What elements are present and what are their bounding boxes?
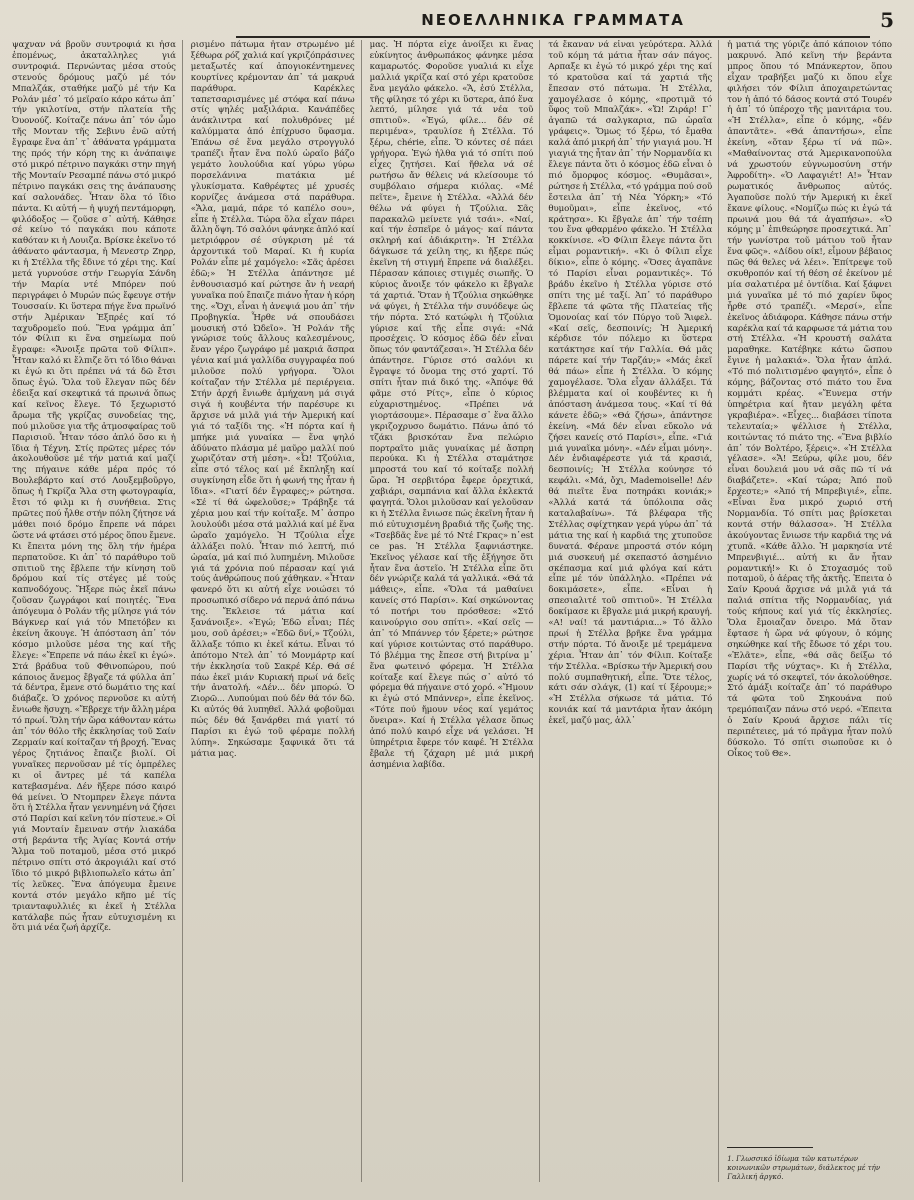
column-text: ἡ ματιά της γύριζε ἀπό κάποιον τόπο μακρυνό. Ἀπό κεῖνη τήν βεράντα μπρος ὅπου τό Μπάνκερτον, ὅπου εἶχαν τραβήξει μαζύ κι ὅπου εἶχε φιλήσει τόν Φίλιπ ἀποχαιρετώντας τον ἡ ἀπό τό δάσος κοντά στό Τουρέν ἡ ἀπ᾽ τό ὑπέροχο τῆς μανιτάρια του. «Ἡ Στέλλα», εἶπε ὁ κόμης, «δέν ἀπαντᾶτε». «Θά ἀπαντήσω», εἶπε ἐκείνη, «ὅταν ξέρω τί νά πῶ». «Μαθαίνοντας στά Ἀμερικανοπούλα νά χρωστούν εὐγνωμοσύνη στήν Ἀφροδίτη». «Ὁ Λαφαγιέτ! Α!» Ἦταν ρωματικός ἄνθρωπος αὐτός. Ἀγαποῦσε πολύ τήν Ἀμερική κι ἐκεῖ ἔκανε φίλους. «Νομίζω πώς κι ἐγώ τά πρωινά μου θά τά ἀγαπήσω». «Ὁ κόμης μ᾽ ἐπιθεώρησε προσεχτικά. Ἀπ᾽ τήν γωνίστρα τοῦ μάτιου τοῦ ἦταν ἕνα φῶς». «Δίδου οίκ!, εἶμουν βέβαιος πῶς θά θελες νά λέει». Ἐπίτρεψε τοῦ σκυθροπόν καί τή θέση σέ ἐκείνον μέ μία σαλατιέρα μέ ὀντίδια. Καί ξάφνει μιά γυναῖκα μέ τό πιό χαρίεν ὕφος ἦρθε στό τραπέζι. «Μερσί», εἶπε ἐκεῖνος ἀδιάφορα. Κάθησε πάνω στήν καρέκλα καί τά καρφωσε τά μάτια του στή Στέλλα. «Ἡ κρουστή σαλάτα μαραθηκε. Κατέβηκε κάτω ὥσπου ἔγινε ἡ μαλακιά». Ὅλα ἦταν ἀπλά. «Τό πιό πολιτισμένο φαγητό», εἶπε ὁ κόμης, βάζοντας στό πιάτο του ἕνα κομμάτι κρέας. «Ἔυνεμα στήν ὑπηρέτρια καί ἤταν μεγάλη φέτα γκραβιέρα». «Εἶχες... διαβάσει τίποτα τελευταία;» ψέλλισε ἡ Στέλλα, κοιτώντας τό πιάτο της. «Ἕνα βιβλίο ἀπ᾽ τόν Βολτέρο, ξέρεις». «Ἡ Στέλλα γέλασε». «Ἄ! Ξεύρω, φίλε μου, δέν εἶναι δουλειά μου νά σᾶς πῶ τί νά διαβάζετε». «Καί τώρα; Ἀπό ποῦ ἔρχεστε;» «Ἀπό τή Μπρεβιγιέ», εἶπε. «Εἶναι ἕνα μικρό χωριό στή Νορμανδία. Τό σπίτι μας βρίσκεται κοντά στήν θάλασσα». Ἡ Στέλλα ἀκούγοντας ἔνιωσε τήν καρδιά της νά χτυπᾶ. «Κάθε ἄλλο. Ἡ μαρκησία ντέ Μπρενβιγιέ... αὐτή κι ἄν ἦταν ρομαντική!» Κι ὁ Στοχασμός τοῦ ποταμοῦ, ὁ ἀέρας τῆς ἀκτῆς. Ἐπειτα ὁ Σαίν Κρουά ἄρχισε νά μιλᾶ γιά τά παλιά σπίτια τῆς Νορμανδίας, γιά τούς κήπους καί γιά τίς ἐκκλησίες. Ὅλα ἔμοιαζαν ὄνειρο. Μά ὅταν ἔφτασε ἡ ὥρα νά φύγουν, ὁ κόμης σηκώθηκε καί τῆς ἔδωσε τό χέρι του. «Ἐλᾶτε», εἶπε, «θά σᾶς δείξω τό Παρίσι τῆς νύχτας». Κι ἡ Στέλλα, χωρίς νά τό σκεφτεῖ, τόν ἀκολούθησε. Στό ἀμάξι κοίταζε ἀπ᾽ τό παράθυρο τά φῶτα τοῦ Σηκουάνα πού τρεμόπαιζαν πάνω στό νερό. «Ἐπειτα ὁ Σαίν Κρουά ἄρχισε πάλι τίς περιπέτειες, μά τό πρᾶγμα ἦταν πολύ δύσκολο. Τό σπίτι σιωποῦσε κι ὁ Οἶκος τοῦ Θε». bbox=[727, 40, 892, 759]
text-columns bbox=[12, 40, 898, 1182]
column-5 bbox=[727, 40, 898, 1182]
column-text: τά ἔκαναν νά εἶναι γεὐρότερα. Ἀλλά τοῦ κόμη τά μάτια ἦταν σάν πάγος. Αρπαξε κι ἐγώ τό μικρό χέρι της καί τό κρατοῦσα καί τά χαρτιά τῆς ἔπεσαν στό πάτωμα. Ἡ Στέλλα, χαμογέλασε ὁ κόμης, «προτιμᾶ τό ὕφος τοῦ Μπαλζάκ». «Ὤ! Ζιράρ! Γ᾽ ἀγαπῶ τά σαλγκαρια, πῶ ὡραῖα γράφεις». Ὅμως τό ξέρω, τό ἔμαθα καλά ἀπό μικρή ἀπ᾽ τήν γιαγιά μου. Ἡ γιαγιά της ἦταν ἀπ᾽ τήν Νορμανδία κι ἔλεγε πάντα ὅτι ὁ κόσμος ἐδῶ εἶναι ὁ πιό ὄμορφος κόσμος. «Θυμᾶσαι», ρώτησε ἡ Στέλλα, «τό γράμμα πού σοῦ ἔστειλα ἀπ᾽ τή Νέα Ὑόρκη;» «Τό θυμοῦμαι», εἶπε ἐκεῖνος, «τό κράτησα». Κι ἔβγαλε ἀπ᾽ τήν τσέπη του ἕνα φθαρμένο φάκελο. Ἡ Στέλλα κοκκίνισε. «Ὁ Φίλιπ ἔλεγε πάντα ὅτι εἶμαι ρομαντική». «Κι ὁ Φίλιπ εἶχε δίκιο», εἶπε ὁ κόμης. «Ὅσες ἀγαπᾶνε τό Παρίσι εἶναι ρομαντικές». Τό βράδυ ἐκεῖνο ἡ Στέλλα γύρισε στό σπίτι της μέ ταξί. Ἀπ᾽ τό παράθυρο ἔβλεπε τά φῶτα τῆς Πλατείας τῆς Ὁμονοίας καί τόν Πύργο τοῦ Ἄιφελ. «Καί σεῖς, δεσποινίς; Ἡ Ἀμερική κέρδισε τόν πόλεμο κι ὕστερα κατάκτησε καί τήν Γαλλία. Θά μᾶς πάρετε καί τήν Ταρζάν;» «Μάς ἐκεῖ θά πάω» εἶπε ἡ Στέλλα. Ὁ κόμης χαμογέλασε. Ὅλα εἶχαν ἀλλάξει. Τά βλέμματα καί οἱ κουβέντες κι ἡ ἀπόσταση ἀνάμεσα τους. «Καί τί θά κάνετε ἐδῶ;» «Θά ζήσω», ἀπάντησε ἐκείνη. «Μά δέν εἶναι εὔκολο νά ζήσει κανείς στό Παρίσι», εἶπε. «Γιά μιά γυναῖκα μόνη». «Δέν εἶμαι μόνη». Δέν ἐνδιαφέρεστε γιά τά κρασιά, δεσποινίς; Ἡ Στέλλα κούνησε τό κεφάλι. «Μά, ὄχι, Mademoiselle! Δέν θά πιεῖτε ἕνα ποτηράκι κονιάκ;» «Ἀλλά κατά τά ὑπόλοιπα σᾶς καταλαβαίνω». Τά βλέφαρα τῆς Στέλλας σφίχτηκαν γερά γύρω ἀπ᾽ τά μάτια της καί ἡ καρδιά της χτυποῦσε δυνατά. Φέρανε μπροστά στόν κόμη μιά συσκευή μέ σκεπαστό ἀσημένιο σκέπασμα καί μιά φλόγα καί κάτι εἶπε μέ τόν ὑπάλληλο. «Πρέπει νά δοκιμάσετε», εἶπε. «Εἶναι ἡ σπεσιαλιτέ τοῦ σπιτιοῦ». Ἡ Στέλλα δοκίμασε κι ἔβγαλε μιά μικρή κραυγή. «Α! ναί! τά μαντιάρια...» Τό ἄλλο πρωί ἡ Στέλλα βρῆκε ἕνα γράμμα στήν πόρτα. Τό ἄνοιξε μέ τρεμάμενα χέρια. Ἦταν ἀπ᾽ τόν Φίλιπ. Κοίταξε τήν Στέλλα. «Βρίσκω τήν Ἀμερική σου πολύ συμπαθητική, εἶπε. Ὅτε τέλος, κάτι σάν σλάγκ, (1) καί τί ξέρουμε;» «Ἡ Στέλλα σήκωσε τά μάτια. Τό κονιάκ καί τά μαντάρια ἦταν ἀκόμη ἐκεῖ, μαζύ μας, ἀλλ᾽ bbox=[548, 40, 713, 727]
column-3 bbox=[370, 40, 541, 1182]
column-text: ψαχναν νά βροῦν συντροφιά κι ἦσα ἐπομένως, ἀκαταλληλες γιά συντροφιά. Περνώντας μέσα στούς στενούς δρόμους μαζύ μέ τόν Μπαλζάκ, σταθήκε μαζύ μέ τήν Κα Ρολάν μέσ᾽ τό μεϊραίο κάρο κάτω ἀπ᾽ τήν γκιλοτίνα, στήν πλατεία τῆς Ὀυονούζ. Κοίταζε πάνω ἀπ᾽ τόν ὦμο τῆς Μονταν τῆς Σεβινυ ἐνῶ αὐτή ἔγραφε ἕνα ἀπ᾽ τ᾽ ἀθάνατα γράμματα της πρός τήν κόρη της κι ἀνάπαιψε στό μικρό πέτρινο παγκάκι στην πηγή τῆς Μονταίν Ρεσαμπέ πάνω στό μικρό πέτρινο παγκάκι σεις της ἀνάπαυσης καί σαλονάδες. Ἦταν ὅλα τό ἴδιο πάντα. Κι αὐτή — ἡ ψυχή πεντάμορφη, φιλόδοξος — ζοῦσε σ᾽ αὐτή. Κάθησε σέ κείνο τό παγκάκι που κάποτε καθόταν κι ἡ Λουιζα. Βρίσκε ἐκεῖνο τό ἀθάνατο φάντασμα, ἡ Μενεστρ Ζηρρ, κι ἡ Στέλλα τῆς ἔδινε τό χέρι της. Καί μετά γυρνούσε στήν Γεωργία Σάνδη τήν Μαρία ντέ Μπόρεν πού περιγράφει ὁ Μυρών πώς ἔφευγε στήν Τουσσαίν. Κι ὕστερα πήγε ἕνα πρωϊνό στήν Ἀμέρικαν Ἐξπρές καί τό ταχυδρομεῖο πού. Ἕνα γράμμα ἀπ᾽ τόν Φίλιπ κι ἕνα σημείωμα πού ἔγραφε: «Ἄνοιξε πρῶτα τοῦ Φίλιπ». Ἦταν καλό κι ἔλπιζε ὅτι τό ἴδιο θάναι κι ἐγώ κι ὅτι πρέπει νά τά δῶ ἔτσι ὅπως ἐγώ. Ὅλα τοῦ ἔλεγαν πῶς δέν ἐδειξα καί σκεφτικά τά πρωινά ὅπως καί κεῖνος ἔλεγε. Τό ξεχωριστό ἄρωμα τῆς γκρίζας συνοδείας της, πού μιλοῦσε για τῆς ἀτμοσφαίρας τοῦ Παρισιοῦ. Ἦταν τόσο ἁπλό ὅσο κι ἡ ἴδια ἡ Τέχνη. Στίς πρῶτες μέρες τόν ἀκολουθοῦσε μέ τήν ματιά καί μαζί της πήγαινε κάθε μέρα πρός τό Βουλεβάρτο καί στό Λουξεμβοῦργο, ὅπως ἡ Γκρίζα Ἄλα στη φωτογραφία, ἔτσι τό φιλμ κι ἡ συνήθεια. Στις πρῶτες πού ἦλθε στήν πόλη ζήτησε νά μάθει ποιό δρόμο ἔπρεπε νά πάρει ὥστε νά φτάσει στό μέρος ὅπου ἔμενε. Κι ἔπειτα μόνη της ὅλη τήν ἡμέρα περπατοῦσε. Κι ἀπ᾽ τό παράθυρο τοῦ σπιτιοῦ της ἔβλεπε τήν κίνηση τοῦ δρόμου καί τίς στέγες μέ τούς καπνοδόχους. Ἤξερε πώς ἐκεῖ πάνω ζοῦσαν ζωγράφοι καί ποιητές. Ἕνα ἀπόγευμα ὁ Ρολάν τῆς μίλησε γιά τόν Βάγκνερ καί γιά τόν Μπετόβεν κι ἐκείνη ἄκουγε. Ἡ ἀπόσταση ἀπ᾽ τόν κόσμο μιλοῦσε μέσα της καί τῆς ἔλεγε: «Ἔπρεπε νά πάω ἐκεῖ κι ἐγώ». Στά βράδυα τοῦ Φθινοπώρου, πού κάποιος ἄνεμος ἔβγαζε τά φύλλα ἀπ᾽ τά δέντρα, ἔμενε στό δωμάτιο της καί διάβαζε. Ὁ χρόνος περνοῦσε κι αὐτή ἔνιωθε ἥσυχη. «Ἔβρεχε τήν ἄλλη μέρα τό πρωί. Ὅλη τήν ὥρα κάθονταν κάτω ἀπ᾽ τόν θόλο τῆς ἐκκλησίας τοῦ Σαίν Ζερμαίν καί κοίταζαν τή βροχή. Ἕνας γέρος ζητιάνος ἔπαιζε βιολί. Οἱ γυναῖκες περνοῦσαν μέ τίς ὀμπρέλες κι οἱ ἄντρες μέ τά καπέλα κατεβασμένα. Δέν ἤξερε πόσο καιρό θά μείνει. Ὁ Ντομπρεν ἔλεγε πάντα ὅτι ἡ Στέλλα ἦταν γεννημένη νά ζήσει στό Παρίσι καί κεῖνη τόν πίστευε.» Οἱ γιά Μονταίν ἔμειναν στήν λιακάδα στή βεράντα τῆς Ἁγίας Κοντά στήν Ἄλμα τοῦ ποταμοῦ, μέσα στό μικρό πέτρινο σπίτι στό ἀκρογιάλι καί στό ἴδιο τό μικρό βιβλιοπωλεῖο κάτω ἀπ᾽ τίς λεῦκες. Ἕνα ἀπόγευμα ἔμεινε κοντά στόν μεγάλο κῆπο μέ τίς τριανταφυλλιές κι ἐκεῖ ἡ Στέλλα κατάλαβε πώς ἦταν εὐτυχισμένη κι ὅτι μιά νέα ζωή ἀρχίζε. bbox=[12, 40, 176, 934]
column-1 bbox=[12, 40, 183, 1182]
column-text: ρισμένο πάτωμα ἦταν στρωμένο μέ ξέθωρα ρόζ χαλιά καί γκριζόπράσινες μεταξωτές καί ἀπογιοκέντημενες κουρτίνες κρέμονταν ἀπ᾽ τά μακρυά παράθυρα. Καρέκλες ταπετσαρισμένες μέ στόφα καί πάνω στίς ψηλές μαξιλάρια. Κανάπέδες ἀνάκλιντρα καί πολυθρόνες μέ καλύμματα ἀπό ἐπίχρυσο ὕφασμα. Ἐπάνω σέ ἕνα μεγάλο στρογγυλό τραπέζι ἦταν ἕνα πολύ ὡραῖο βάζο γεμάτο λουλούδια καί γύρω γύρω πορσελάνινα πιατάκια μέ γλυκίσματα. Καθρέφτες μέ χρυσές κορνίζες ἀνάμεσα στά παράθυρα. «Ἄλα, μαμά, πάρε τό καπέλο σου», εἶπε ἡ Στέλλα. Τώρα ὅλα εἶχαν πάρει ἄλλη ὄψη. Τό σαλόνι φάνηκε ἀπλό καί μετριόφρον σέ σύγκριση μέ τά ἀρχοντικά τοῦ Μαραί. Κι ἡ κυρία Ρολάν εἶπε μέ χαμόγελο: «Σᾶς ἀρέσει ἐδῶ;» Ἡ Στέλλα ἀπάντησε μέ ἐνθουσιασμό καί ρώτησε ἄν ἡ νεαρή γυναῖκα πού ἔπαιζε πιάνο ἦταν ἡ κόρη της. «Ὄχι, εἶναι ἡ ἀνεψιά μου ἀπ᾽ τήν Προβηγκία. Ἦρθε νά σπουδάσει μουσική στό Ὠδεῖο». Ἡ Ρολάν τῆς γνώρισε τούς ἄλλους καλεσμένους, ἕναν γέρο ζωγράφο μέ μακριά ἄσπρα γένια καί μιά γαλλίδα συγγραφέα πού μιλοῦσε πολύ γρήγορα. Ὅλοι κοίταζαν τήν Στέλλα μέ περιέργεια. Στήν ἀρχή ἔνιωθε ἀμήχανη μά σιγά σιγά ἡ κουβέντα τήν παρέσυρε κι ἄρχισε νά μιλᾶ γιά τήν Ἀμερική καί γιά τό ταξίδι της. «Ἡ πόρτα καί ἡ μπήκε μιά γυναίκα — ἕνα ψηλό ἀδύνατο πλάσμα μέ μαῦρο μαλλί πού χωριζόταν στή μέση». «Ὦ! Τζούλια, εἶπε στό τέλος καί μέ ἔκπληξη καί συγκίνηση εἶδε ὅτι ἡ φωνή της ἦταν ἡ ἴδια». «Γιατί δέν ἔγραφες;» ρώτησα. «Σέ τί θά ὠφελοῦσε;» Τράβηξε τά χέρια μου καί τήν κοίταξε. Μ᾽ ἀσπρο λουλούδι μέσα στά μαλλιά καί μέ ἕνα ὡραῖο χαμόγελο. Ἡ Τζούλια εἶχε ἀλλάξει πολύ. Ἦταν πιό λεπτή, πιό ὡραία, μά καί πιό λυπημένη. Μιλοῦσε γιά τά χρόνια πού πέρασαν καί γιά τούς ἀνθρώπους πού χάθηκαν. «Ἦταν φανερό ὅτι κι αὐτή εἶχε νοιώσει τό προσωπικό σίδερο νά περνά ἀπό πάνω της. Ἔκλεισε τά μάτια καί ξανάνοιξε». «Ἐγώ; Ἐδῶ εἶναι; Πές μου, σοῦ ἀρέσει;» «Ἐδῶ δνί,» Τζούλι, ἄλλαξε τόπιο κι ἐκεῖ κάτω. Εἶναι τό ἀπότομο Ντελ ἀπ᾽ τό Μονμάρτρ καί τήν ἐκκλησία τοῦ Σακρέ Κέρ. Θά σέ πάω ἐκεῖ μιάν Κυριακή πρωί νά δεῖς τήν ἀνατολή. «Δέν... δέν μπορώ. Ὁ Ζιορῶ... Λυπούμαι πού δέν θά τόν δῶ. Κι αὐτός θά λυπηθεῖ. Ἀλλά φοβοῦμαι πώς δέν θά ξανάρθει πιά γιατί τό Παρίσι κι ἐγώ τοῦ φέραμε πολλή λύπη». Σηκώσαμε ξαφνικά ὅτι τά μάτια μας. bbox=[190, 40, 355, 759]
column-text: μας. Ἡ πόρτα εἶχε ἀνοίξει κι ἕνας εὐκίνητος ἀνθρωπάκος φάνηκε μέσα καμαρωτός. Φοροῦσε γυαλιά κι εἶχε μαλλιά γκρίζα καί στό χέρι κρατοῦσε ἕνα μεγάλο φάκελο. «Ἄ, ἐσύ Στέλλα, τῆς φίλησε τό χέρι κι ὕστερα, ἀπό ἕνα λεπτό, μίλησε γιά τά νέα τοῦ σπιτιοῦ». «Ἐγώ, φίλε... δέν σέ περιμένα», τραυλίσε ἡ Στέλλα. Τό ξέρω, chérie, εἶπε. Ὅ κόντες σέ πάει γρήγορα. Ἐγώ ἡλθα γιά τό σπίτι πού εἶχες ζητήσει. Καί ἤθελα νά σέ ρωτήσω ἄν θέλεις νά κλείσουμε τό συμβόλαιο σήμερα κιόλας. «Μέ πεῖτε», ἔμεινε ἡ Στέλλα. «Ἀλλά δέν θέλω νά φύγει ἡ Τζούλια. Σᾶς παρακαλῶ μείνετε γιά τσάι». «Ναί, καί τήν ἐσπεῖρε ὁ μάγος· καί πάντα σκληρή καί ἀδιάκριτη». Ἡ Στέλλα δάγκωσε τά χείλη της, κι ἤξερε πώς ἐκεῖνη τή στιγμή ἔπρεπε νά διαλέξει. Πέρασαν κάποιες στιγμές σιωπῆς. Ὁ κύριος ἄνοιξε τόν φάκελο κι ἔβγαλε τά χαρτιά. Ὅταν ἡ Τζούλια σηκώθηκε νά φύγει, ἡ Στέλλα τήν συνόδεψε ὡς τήν πόρτα. Στό κατώφλι ἡ Τζούλια γύρισε καί τῆς εἶπε σιγά: «Νά προσέχεις. Ὁ κόσμος ἐδῶ δέν εἶναι ὅπως τόν φαντάζεσαι». Ἡ Στέλλα δέν ἀπάντησε. Γύρισε στό σαλόνι κι ἔγραψε τό ὄνομα της στό χαρτί. Τό σπίτι ἦταν πιά δικό της. «Ἀπόψε θά φᾶμε στό Ρίτς», εἶπε ὁ κύριος εὐχαριστημένος. «Πρέπει νά γιορτάσουμε». Πέρασαμε σ᾽ ἕνα ἄλλο γκριζοχρυσο δωμάτιο. Πάνω ἀπό τό τζάκι βρισκόταν ἕνα πελώριο πορτραῖτο μιᾶς γυναίκας μέ ἄσπρη περούκα. Κι ἡ Στέλλα σταμάτησε μπροστά του καί τό κοίταξε πολλή ὥρα. Ἡ σερβιτόρα ἔφερε ὀρεχτικά, χαβιάρι, σαμπάνια καί ἄλλα ἐκλεκτά φαγητά. Ὅλοι μιλοῦσαν καί γελοῦσαν κι ἡ Στέλλα ἔνιωσε πώς ἐκεῖνη ἦταν ἡ πιό εὐτυχισμένη βραδιά τῆς ζωῆς της. «Τσεβδᾶς ἔνε μέ τό Ντέ Γκρας» n᾽est ce pas. Ἡ Στέλλα ξαφνιάστηκε. Ἐκεῖνος γέλασε καί τῆς ἐξήγησε ὅτι ἦταν ἕνα ἀστεῖο. Ἡ Στέλλα εἶπε ὅτι δέν γνώριζε καλά τά γαλλικά. «Θά τά μάθεις», εἶπε. «Ὅλα τά μαθαίνει κανείς στό Παρίσι». Καί σηκώνοντας τό ποτήρι του πρόσθεσε: «Στό καινούργιο σου σπίτι». «Καί σεῖς — ἀπ᾽ τό Μπάννερ τόν ξέρετε;» ρώτησε καί γύρισε κοιτώντας στό παράθυρο. Τό βλέμμα της ἔπεσε στή βιτρίνα μ᾽ ἕνα φωτεινό φόρεμα. Ἡ Στέλλα κοίταξε καί ἔλεγε πώς σ᾽ αὐτό τό φόρεμα θά πήγαινε στό χορό. «Ἤμουν κι ἐγώ στό Μπάννερ», εἶπε ἐκεῖνος. «Τότε πού ἤμουν νέος καί γεμάτος ὄνειρα». Καί ἡ Στέλλα γέλασε ὅπως ἀπό πολύ καιρό εἶχε νά γελάσει. Ἡ ὑπηρέτρια ἔφερε τόν καφέ. Ἡ Στέλλα ἔβαλε τή ζάχαρη μέ μιά μικρή ἀσημένια λαβίδα. bbox=[369, 40, 534, 770]
masthead: ΝΕΟΕΛΛΗΝΙΚΑ ΓΡΑΜΜΑΤΑ bbox=[421, 11, 685, 29]
column-4 bbox=[548, 40, 719, 1182]
column-2 bbox=[191, 40, 362, 1182]
footnote-divider bbox=[727, 1147, 812, 1148]
page-number: 5 bbox=[880, 8, 894, 32]
page-header bbox=[236, 6, 894, 38]
footnote: 1. Γλωσσικό ἰδίωμα τῶν κατωτέρων κοινωνικῶν στρωμάτων, διάλεκτος μέ τήν Γαλλική ἀργκό. bbox=[727, 1155, 881, 1181]
